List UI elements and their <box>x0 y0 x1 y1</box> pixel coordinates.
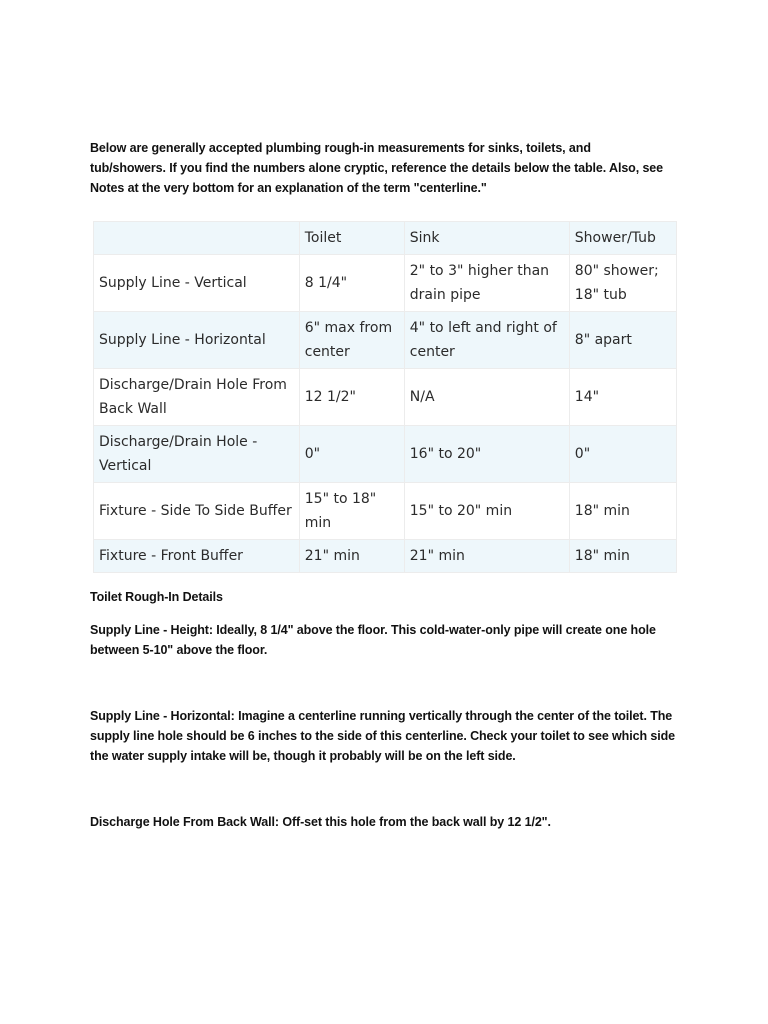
toilet-cell: 8 1/4" <box>299 255 404 312</box>
sink-cell: 15" to 20" min <box>404 483 569 540</box>
table-row <box>94 369 677 426</box>
shower-tub-cell: 0" <box>569 426 676 483</box>
supply-horizontal-paragraph: Supply Line - Horizontal: Imagine a centerline running vertically through the center of the toilet. The supply line hole should be 6 inches to the side of this centerline. Check your toilet to see which side the water supply intake will be, though it probably will be on the left side. <box>90 708 675 763</box>
table-row <box>94 483 677 540</box>
header-cell-blank <box>94 222 300 255</box>
intro-paragraph: Below are generally accepted plumbing rough-in measurements for sinks, toilets, and tub/showers. If you find the numbers alone cryptic, reference the details below the table. Also, see Notes at the very bottom for an explanation of the term "centerline." <box>90 140 664 195</box>
table-header-row <box>94 222 677 255</box>
shower-tub-cell: 18" min <box>569 483 676 540</box>
shower-tub-cell: 14" <box>569 369 676 426</box>
table-row <box>94 426 677 483</box>
sink-cell: N/A <box>404 369 569 426</box>
toilet-cell: 21" min <box>299 540 404 573</box>
row-label: Fixture - Side To Side Buffer <box>94 483 300 540</box>
rough-in-table <box>93 221 677 573</box>
table-row <box>94 255 677 312</box>
sink-cell: 2" to 3" higher than drain pipe <box>404 255 569 312</box>
shower-tub-cell: 8" apart <box>569 312 676 369</box>
toilet-cell: 12 1/2" <box>299 369 404 426</box>
sink-cell: 21" min <box>404 540 569 573</box>
row-label: Discharge/Drain Hole - Vertical <box>94 426 300 483</box>
shower-tub-cell: 18" min <box>569 540 676 573</box>
toilet-cell: 15" to 18" min <box>299 483 404 540</box>
header-cell-sink: Sink <box>404 222 569 255</box>
sink-cell: 4" to left and right of center <box>404 312 569 369</box>
supply-height-paragraph: Supply Line - Height: Ideally, 8 1/4" above the floor. This cold-water-only pipe will create one hole between 5-10" above the floor. <box>90 622 656 657</box>
row-label: Supply Line - Vertical <box>94 255 300 312</box>
header-cell-shower-tub: Shower/Tub <box>569 222 676 255</box>
row-label: Supply Line - Horizontal <box>94 312 300 369</box>
sink-cell: 16" to 20" <box>404 426 569 483</box>
table-row <box>94 540 677 573</box>
table-row <box>94 312 677 369</box>
shower-tub-cell: 80" shower; 18" tub <box>569 255 676 312</box>
row-label: Fixture - Front Buffer <box>94 540 300 573</box>
details-heading: Toilet Rough-In Details <box>90 589 223 604</box>
row-label: Discharge/Drain Hole From Back Wall <box>94 369 300 426</box>
toilet-cell: 0" <box>299 426 404 483</box>
toilet-cell: 6" max from center <box>299 312 404 369</box>
header-cell-toilet: Toilet <box>299 222 404 255</box>
discharge-back-wall-paragraph: Discharge Hole From Back Wall: Off-set this hole from the back wall by 12 1/2". <box>90 814 551 829</box>
